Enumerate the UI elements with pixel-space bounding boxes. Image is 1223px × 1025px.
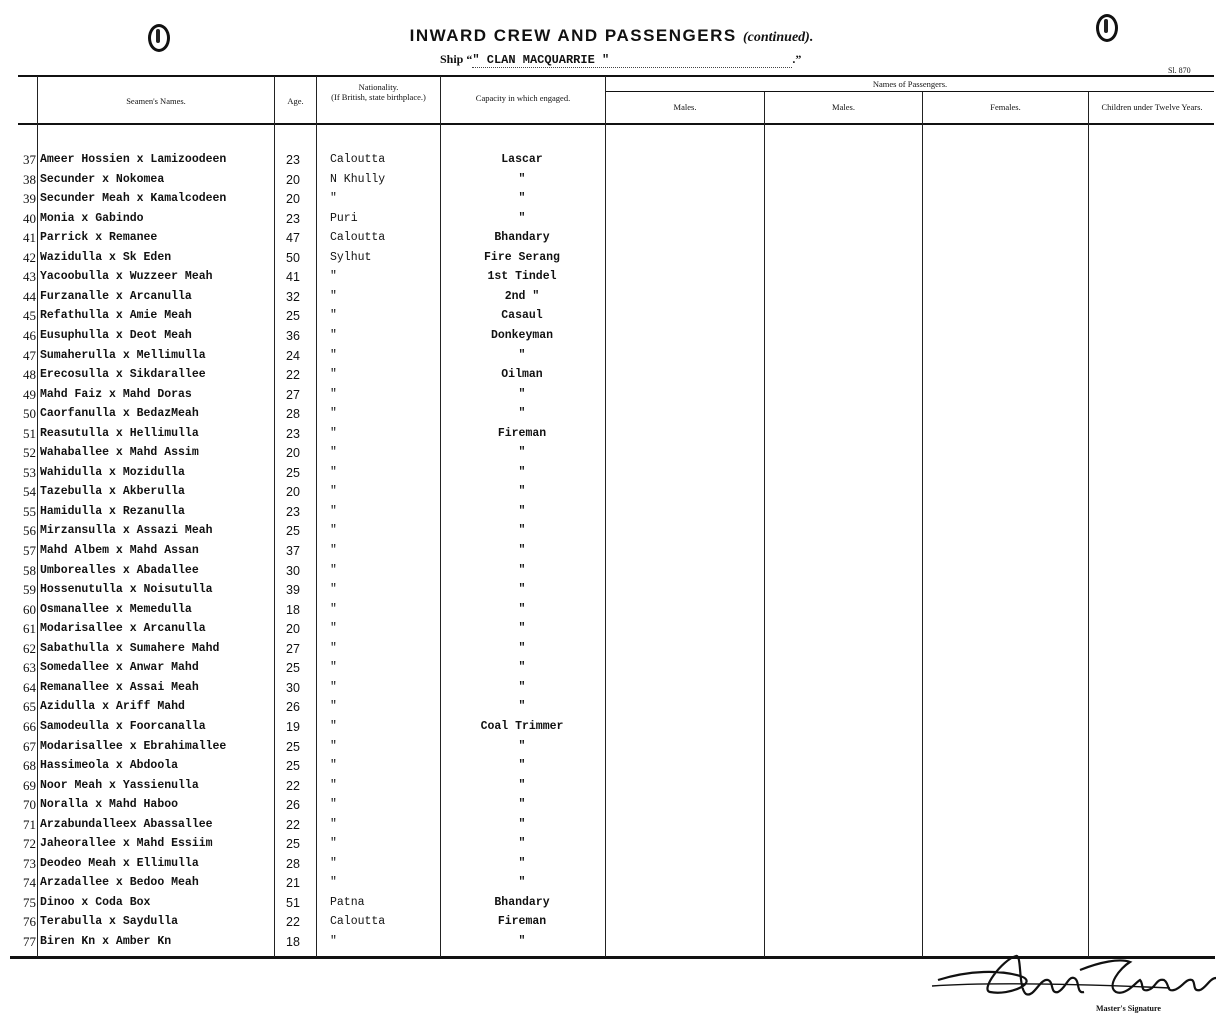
col-divider-females bbox=[1088, 92, 1089, 957]
crew-row bbox=[0, 153, 605, 172]
crew-number: 52 bbox=[23, 445, 36, 460]
crew-number: 73 bbox=[23, 856, 36, 871]
crew-number: 60 bbox=[23, 602, 36, 617]
seaman-capacity: " bbox=[518, 446, 526, 459]
seaman-capacity: " bbox=[518, 759, 526, 772]
seaman-name: Wazidulla x Sk Eden bbox=[40, 251, 172, 264]
seaman-name: Somedallee x Anwar Mahd bbox=[40, 661, 199, 674]
crew-row bbox=[0, 681, 605, 700]
crew-number: 39 bbox=[23, 191, 36, 206]
seaman-name: Sabathulla x Sumahere Mahd bbox=[40, 642, 220, 655]
seaman-name: Yacoobulla x Wuzzeer Meah bbox=[40, 270, 213, 283]
seaman-age: 23 bbox=[286, 212, 300, 226]
seaman-nationality: " bbox=[330, 740, 337, 753]
crew-row bbox=[0, 720, 605, 739]
seaman-nationality: " bbox=[330, 544, 337, 557]
seaman-capacity: Fire Serang bbox=[484, 251, 560, 264]
crew-number: 40 bbox=[23, 211, 36, 226]
seaman-nationality: " bbox=[330, 583, 337, 596]
seaman-name: Erecosulla x Sikdarallee bbox=[40, 368, 206, 381]
seaman-capacity: Lascar bbox=[501, 153, 543, 166]
seaman-nationality: " bbox=[330, 270, 337, 283]
seaman-nationality: " bbox=[330, 622, 337, 635]
seaman-nationality: " bbox=[330, 368, 337, 381]
crew-row bbox=[0, 740, 605, 759]
crew-row bbox=[0, 622, 605, 641]
crew-number: 68 bbox=[23, 758, 36, 773]
table-top-rule bbox=[18, 75, 1214, 77]
seaman-age: 25 bbox=[286, 837, 300, 851]
seaman-name: Secunder x Nokomea bbox=[40, 173, 165, 186]
seaman-age: 20 bbox=[286, 446, 300, 460]
crew-row bbox=[0, 407, 605, 426]
crew-row bbox=[0, 818, 605, 837]
seaman-age: 23 bbox=[286, 153, 300, 167]
seaman-age: 25 bbox=[286, 740, 300, 754]
seaman-nationality: " bbox=[330, 720, 337, 733]
seaman-capacity: " bbox=[518, 349, 526, 362]
crew-row bbox=[0, 192, 605, 211]
seaman-age: 25 bbox=[286, 524, 300, 538]
seaman-name: Hossenutulla x Noisutulla bbox=[40, 583, 213, 596]
crew-number: 66 bbox=[23, 719, 36, 734]
seaman-name: Noor Meah x Yassienulla bbox=[40, 779, 199, 792]
seaman-name: Arzadallee x Bedoo Meah bbox=[40, 876, 199, 889]
seaman-capacity: " bbox=[518, 407, 526, 420]
crew-row bbox=[0, 915, 605, 934]
crew-row bbox=[0, 329, 605, 348]
crew-number: 77 bbox=[23, 934, 36, 949]
crew-number: 63 bbox=[23, 660, 36, 675]
crew-number: 75 bbox=[23, 895, 36, 910]
seaman-capacity: " bbox=[518, 661, 526, 674]
seaman-age: 25 bbox=[286, 309, 300, 323]
crew-number: 42 bbox=[23, 250, 36, 265]
seaman-name: Refathulla x Amie Meah bbox=[40, 309, 192, 322]
seaman-age: 23 bbox=[286, 427, 300, 441]
seaman-age: 30 bbox=[286, 564, 300, 578]
seaman-name: Secunder Meah x Kamalcodeen bbox=[40, 192, 227, 205]
crew-number: 65 bbox=[23, 699, 36, 714]
seaman-name: Ameer Hossien x Lamizoodeen bbox=[40, 153, 227, 166]
seaman-nationality: Patna bbox=[330, 896, 365, 909]
crew-number: 49 bbox=[23, 387, 36, 402]
seaman-age: 22 bbox=[286, 818, 300, 832]
seaman-age: 18 bbox=[286, 603, 300, 617]
crew-number: 38 bbox=[23, 172, 36, 187]
page-title bbox=[0, 26, 1223, 46]
seaman-nationality: Caloutta bbox=[330, 915, 386, 928]
crew-number: 55 bbox=[23, 504, 36, 519]
seaman-nationality: " bbox=[330, 798, 337, 811]
col-divider-capacity bbox=[605, 76, 606, 957]
header-males-1: Males. bbox=[673, 102, 697, 112]
crew-row bbox=[0, 466, 605, 485]
crew-number: 43 bbox=[23, 269, 36, 284]
header-females: Females. bbox=[990, 102, 1021, 112]
header-males-2: Males. bbox=[832, 102, 855, 112]
seaman-capacity: Coal Trimmer bbox=[480, 720, 564, 733]
seaman-name: Parrick x Remanee bbox=[40, 231, 158, 244]
seaman-age: 22 bbox=[286, 779, 300, 793]
seaman-nationality: " bbox=[330, 876, 337, 889]
crew-number: 67 bbox=[23, 739, 36, 754]
seaman-name: Monia x Gabindo bbox=[40, 212, 144, 225]
seaman-age: 20 bbox=[286, 192, 300, 206]
crew-number: 53 bbox=[23, 465, 36, 480]
seaman-name: Mahd Albem x Mahd Assan bbox=[40, 544, 199, 557]
crew-row bbox=[0, 309, 605, 328]
seaman-capacity: " bbox=[518, 622, 526, 635]
seaman-nationality: " bbox=[330, 446, 337, 459]
seaman-name: Osmanallee x Memedulla bbox=[40, 603, 192, 616]
seaman-age: 18 bbox=[286, 935, 300, 949]
seaman-capacity: " bbox=[518, 564, 526, 577]
seaman-age: 24 bbox=[286, 349, 300, 363]
crew-row bbox=[0, 876, 605, 895]
seaman-capacity: " bbox=[518, 505, 526, 518]
seaman-capacity: " bbox=[518, 681, 526, 694]
crew-number: 54 bbox=[23, 484, 36, 499]
header-bottom-rule bbox=[18, 123, 1214, 125]
seaman-nationality: " bbox=[330, 700, 337, 713]
seaman-name: Furzanalle x Arcanulla bbox=[40, 290, 192, 303]
crew-row bbox=[0, 446, 605, 465]
seaman-nationality: " bbox=[330, 564, 337, 577]
seaman-name: Terabulla x Saydulla bbox=[40, 915, 179, 928]
header-capacity: Capacity in which engaged. bbox=[475, 93, 571, 103]
crew-row bbox=[0, 700, 605, 719]
seaman-capacity: Bhandary bbox=[494, 231, 550, 244]
seaman-age: 20 bbox=[286, 622, 300, 636]
crew-row bbox=[0, 485, 605, 504]
seaman-age: 25 bbox=[286, 759, 300, 773]
seaman-nationality: " bbox=[330, 388, 337, 401]
seaman-name: Umborealles x Abadallee bbox=[40, 564, 199, 577]
seaman-nationality: " bbox=[330, 309, 337, 322]
seaman-age: 23 bbox=[286, 505, 300, 519]
crew-row bbox=[0, 524, 605, 543]
crew-number: 56 bbox=[23, 523, 36, 538]
crew-row bbox=[0, 388, 605, 407]
seaman-nationality: " bbox=[330, 485, 337, 498]
seaman-capacity: " bbox=[518, 700, 526, 713]
seaman-capacity: Oilman bbox=[501, 368, 543, 381]
seaman-nationality: Sylhut bbox=[330, 251, 372, 264]
seaman-name: Wahidulla x Mozidulla bbox=[40, 466, 185, 479]
seaman-age: 37 bbox=[286, 544, 300, 558]
seaman-capacity: " bbox=[518, 212, 526, 225]
form-number: Sl. 870 bbox=[1168, 66, 1191, 75]
seaman-name: Caorfanulla x BedazMeah bbox=[40, 407, 199, 420]
crew-number: 41 bbox=[23, 230, 36, 245]
crew-number: 59 bbox=[23, 582, 36, 597]
seaman-nationality: " bbox=[330, 290, 337, 303]
seaman-age: 50 bbox=[286, 251, 300, 265]
seaman-nationality: " bbox=[330, 192, 337, 205]
seaman-age: 22 bbox=[286, 915, 300, 929]
crew-row bbox=[0, 212, 605, 231]
seaman-name: Modarisallee x Arcanulla bbox=[40, 622, 206, 635]
seaman-age: 25 bbox=[286, 466, 300, 480]
crew-row bbox=[0, 661, 605, 680]
seaman-capacity: Fireman bbox=[497, 427, 547, 440]
seaman-capacity: " bbox=[518, 642, 526, 655]
crew-number: 44 bbox=[23, 289, 36, 304]
seaman-nationality: " bbox=[330, 642, 337, 655]
seaman-capacity: " bbox=[518, 603, 526, 616]
header-age: Age. bbox=[287, 96, 304, 106]
title-text: INWARD CREW AND PASSENGERS bbox=[409, 26, 737, 45]
seaman-capacity: Donkeyman bbox=[490, 329, 554, 342]
seaman-name: Deodeo Meah x Ellimulla bbox=[40, 857, 199, 870]
crew-row bbox=[0, 857, 605, 876]
seaman-age: 19 bbox=[286, 720, 300, 734]
crew-number: 70 bbox=[23, 797, 36, 812]
crew-number: 37 bbox=[23, 152, 36, 167]
crew-row bbox=[0, 231, 605, 250]
seaman-capacity: " bbox=[518, 583, 526, 596]
seaman-capacity: " bbox=[518, 740, 526, 753]
seaman-age: 26 bbox=[286, 798, 300, 812]
crew-number: 46 bbox=[23, 328, 36, 343]
crew-number: 76 bbox=[23, 914, 36, 929]
seaman-name: Eusuphulla x Deot Meah bbox=[40, 329, 192, 342]
seaman-nationality: " bbox=[330, 407, 337, 420]
seaman-name: Azidulla x Ariff Mahd bbox=[40, 700, 185, 713]
seaman-capacity: " bbox=[518, 779, 526, 792]
seaman-nationality: " bbox=[330, 661, 337, 674]
crew-row bbox=[0, 564, 605, 583]
crew-number: 74 bbox=[23, 875, 36, 890]
seaman-capacity: " bbox=[518, 876, 526, 889]
seaman-nationality: N Khully bbox=[330, 173, 386, 186]
seaman-capacity: " bbox=[518, 173, 526, 186]
seaman-nationality: " bbox=[330, 466, 337, 479]
crew-number: 58 bbox=[23, 563, 36, 578]
seaman-nationality: " bbox=[330, 427, 337, 440]
seaman-nationality: " bbox=[330, 349, 337, 362]
master-signature bbox=[930, 948, 1220, 1006]
crew-number: 64 bbox=[23, 680, 36, 695]
seaman-nationality: " bbox=[330, 603, 337, 616]
seaman-age: 32 bbox=[286, 290, 300, 304]
crew-row bbox=[0, 603, 605, 622]
crew-number: 69 bbox=[23, 778, 36, 793]
seaman-name: Jaheorallee x Mahd Essiim bbox=[40, 837, 213, 850]
seaman-nationality: " bbox=[330, 759, 337, 772]
ship-line bbox=[440, 52, 801, 68]
crew-number: 50 bbox=[23, 406, 36, 421]
seaman-capacity: " bbox=[518, 388, 526, 401]
seaman-nationality: " bbox=[330, 329, 337, 342]
crew-row bbox=[0, 544, 605, 563]
crew-row bbox=[0, 837, 605, 856]
seaman-capacity: 1st Tindel bbox=[487, 270, 557, 283]
crew-row bbox=[0, 290, 605, 309]
seaman-name: Hamidulla x Rezanulla bbox=[40, 505, 185, 518]
seaman-name: Noralla x Mahd Haboo bbox=[40, 798, 179, 811]
seaman-age: 30 bbox=[286, 681, 300, 695]
seaman-age: 20 bbox=[286, 485, 300, 499]
seaman-name: Remanallee x Assai Meah bbox=[40, 681, 199, 694]
header-passengers: Names of Passengers. bbox=[872, 79, 948, 89]
seaman-capacity: " bbox=[518, 466, 526, 479]
seaman-capacity: " bbox=[518, 818, 526, 831]
seaman-name: Reasutulla x Hellimulla bbox=[40, 427, 199, 440]
crew-row bbox=[0, 779, 605, 798]
seaman-capacity: Bhandary bbox=[494, 896, 550, 909]
seaman-age: 28 bbox=[286, 407, 300, 421]
ship-label: Ship “ bbox=[440, 52, 473, 66]
col-divider-males-2 bbox=[922, 92, 923, 957]
seaman-name: Samodeulla x Foorcanalla bbox=[40, 720, 206, 733]
crew-row bbox=[0, 759, 605, 778]
ship-name: " CLAN MACQUARRIE " bbox=[472, 53, 792, 68]
seaman-nationality: Caloutta bbox=[330, 231, 386, 244]
crew-row bbox=[0, 349, 605, 368]
seaman-nationality: " bbox=[330, 857, 337, 870]
crew-number: 61 bbox=[23, 621, 36, 636]
header-children: Children under Twelve Years. bbox=[1101, 102, 1203, 112]
crew-row bbox=[0, 427, 605, 446]
seaman-name: Arzabundalleex Abassallee bbox=[40, 818, 213, 831]
seaman-age: 25 bbox=[286, 661, 300, 675]
seaman-name: Mirzansulla x Assazi Meah bbox=[40, 524, 213, 537]
seaman-capacity: " bbox=[518, 192, 526, 205]
col-divider-males bbox=[764, 92, 765, 957]
seaman-nationality: Puri bbox=[330, 212, 358, 225]
seaman-capacity: " bbox=[518, 935, 526, 948]
crew-row bbox=[0, 270, 605, 289]
seaman-name: Modarisallee x Ebrahimallee bbox=[40, 740, 227, 753]
crew-number: 48 bbox=[23, 367, 36, 382]
crew-row bbox=[0, 583, 605, 602]
seaman-nationality: Caloutta bbox=[330, 153, 386, 166]
seaman-age: 27 bbox=[286, 642, 300, 656]
seaman-capacity: " bbox=[518, 544, 526, 557]
seaman-nationality: " bbox=[330, 779, 337, 792]
seaman-name: Mahd Faiz x Mahd Doras bbox=[40, 388, 192, 401]
crew-row bbox=[0, 798, 605, 817]
ship-close: .” bbox=[792, 52, 802, 66]
seaman-nationality: " bbox=[330, 935, 337, 948]
header-seamens-names: Seamen's Names. bbox=[126, 96, 186, 106]
header-nationality bbox=[317, 82, 440, 102]
seaman-name: Wahaballee x Mahd Assim bbox=[40, 446, 199, 459]
crew-row bbox=[0, 505, 605, 524]
crew-row bbox=[0, 251, 605, 270]
crew-number: 47 bbox=[23, 348, 36, 363]
seaman-capacity: " bbox=[518, 524, 526, 537]
crew-number: 45 bbox=[23, 308, 36, 323]
seaman-age: 47 bbox=[286, 231, 300, 245]
seaman-name: Biren Kn x Amber Kn bbox=[40, 935, 172, 948]
crew-number: 51 bbox=[23, 426, 36, 441]
seaman-age: 41 bbox=[286, 270, 300, 284]
crew-row bbox=[0, 642, 605, 661]
crew-row bbox=[0, 368, 605, 387]
passengers-subrule bbox=[606, 91, 1214, 92]
signature-label: Master's Signature bbox=[1096, 1004, 1161, 1013]
header-nationality-note: (If British, state birthplace.) bbox=[331, 92, 426, 102]
seaman-capacity: " bbox=[518, 837, 526, 850]
crew-number: 57 bbox=[23, 543, 36, 558]
seaman-age: 51 bbox=[286, 896, 300, 910]
crew-row bbox=[0, 896, 605, 915]
seaman-age: 36 bbox=[286, 329, 300, 343]
seaman-nationality: " bbox=[330, 837, 337, 850]
seaman-capacity: Casaul bbox=[501, 309, 543, 322]
seaman-capacity: " bbox=[518, 798, 526, 811]
seaman-capacity: 2nd " bbox=[504, 290, 540, 303]
seaman-age: 22 bbox=[286, 368, 300, 382]
seaman-age: 28 bbox=[286, 857, 300, 871]
crew-number: 72 bbox=[23, 836, 36, 851]
seaman-capacity: " bbox=[518, 485, 526, 498]
seaman-nationality: " bbox=[330, 505, 337, 518]
seaman-age: 27 bbox=[286, 388, 300, 402]
seaman-name: Dinoo x Coda Box bbox=[40, 896, 151, 909]
seaman-name: Sumaherulla x Mellimulla bbox=[40, 349, 206, 362]
seaman-capacity: " bbox=[518, 857, 526, 870]
title-suffix: (continued). bbox=[742, 30, 814, 45]
seaman-age: 21 bbox=[286, 876, 300, 890]
crew-number: 62 bbox=[23, 641, 36, 656]
seaman-age: 26 bbox=[286, 700, 300, 714]
crew-row bbox=[0, 935, 605, 954]
crew-row bbox=[0, 173, 605, 192]
seaman-nationality: " bbox=[330, 524, 337, 537]
seaman-name: Hassimeola x Abdoola bbox=[40, 759, 179, 772]
seaman-nationality: " bbox=[330, 681, 337, 694]
seaman-capacity: Fireman bbox=[497, 915, 547, 928]
seaman-nationality: " bbox=[330, 818, 337, 831]
seaman-age: 39 bbox=[286, 583, 300, 597]
crew-number: 71 bbox=[23, 817, 36, 832]
seaman-age: 20 bbox=[286, 173, 300, 187]
seaman-name: Tazebulla x Akberulla bbox=[40, 485, 185, 498]
header-nationality-label: Nationality. bbox=[358, 82, 399, 92]
